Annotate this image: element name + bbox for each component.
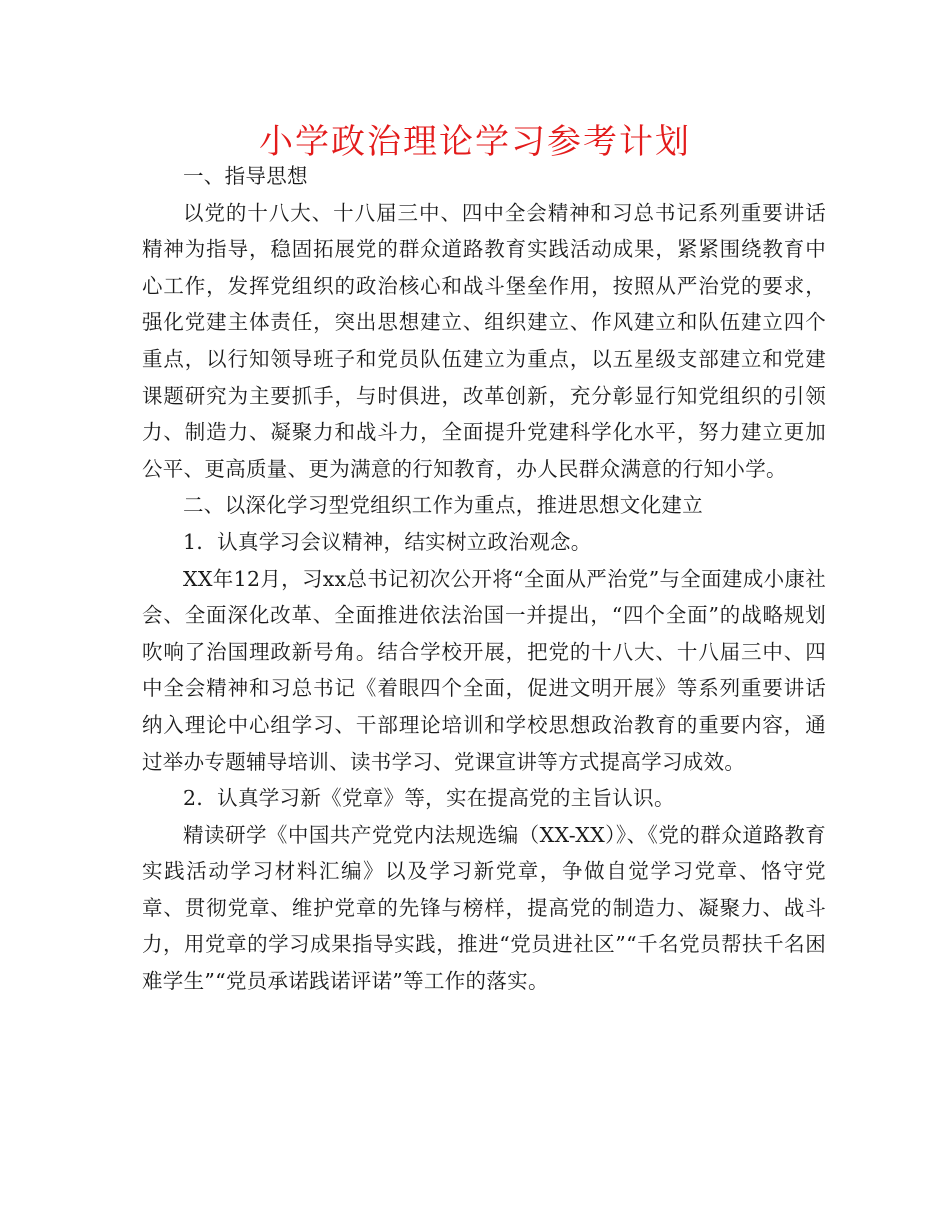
subsection-heading-2: 2．认真学习新《党章》等，实在提高党的主旨认识。	[183, 786, 675, 811]
section-heading-2: 二、以深化学习型党组织工作为重点，推进思想文化建立	[183, 493, 703, 518]
document-body	[142, 158, 826, 1000]
body-paragraph: XX年12月，习xx总书记初次公开将“全面从严治党”与全面建成小康社会、全面深化改革、全面推进依法治国一并提出，“四个全面”的战略规划吹响了治国理政新号角。结合学校开展，把党的十八大、十八届三中、四中全会精神和习总书记《着眼四个全面，促进文明开展》等系列重要讲话纳入理论中心组学习、干部理论培训和学校思想政治教育的重要内容，通过举办专题辅导培训、读书学习、党课宣讲等方式提高学习成效。	[142, 566, 826, 774]
subsection-heading-1: 1．认真学习会议精神，结实树立政治观念。	[183, 529, 592, 554]
section-heading-1: 一、指导思想	[183, 164, 308, 188]
body-paragraph: 精读研学《中国共产党党内法规选编（XX-XX）》、《党的群众道路教育实践活动学习材料汇编》以及学习新党章，争做自觉学习党章、恪守党章、贯彻党章、维护党章的先锋与榜样，提高党的制造力、凝聚力、战斗力，用党章的学习成果指导实践，推进“党员进社区”“千名党员帮扶千名困难学生”“党员承诺践诺评诺”等工作的落实。	[142, 822, 826, 994]
document-title: 小学政治理论学习参考计划	[259, 122, 691, 162]
body-paragraph: 以党的十八大、十八届三中、四中全会精神和习总书记系列重要讲话精神为指导，稳固拓展党的群众道路教育实践活动成果，紧紧围绕教育中心工作，发挥党组织的政治核心和战斗堡垒作用，按照从严治党的要求，强化党建主体责任，突出思想建立、组织建立、作风建立和队伍建立四个重点，以行知领导班子和党员队伍建立为重点，以五星级支部建立和党建课题研究为主要抓手，与时俱进，改革创新，充分彰显行知党组织的引领力、制造力、凝聚力和战斗力，全面提升党建科学化水平，努力建立更加公平、更高质量、更为满意的行知教育，办人民群众满意的行知小学。	[142, 200, 826, 481]
